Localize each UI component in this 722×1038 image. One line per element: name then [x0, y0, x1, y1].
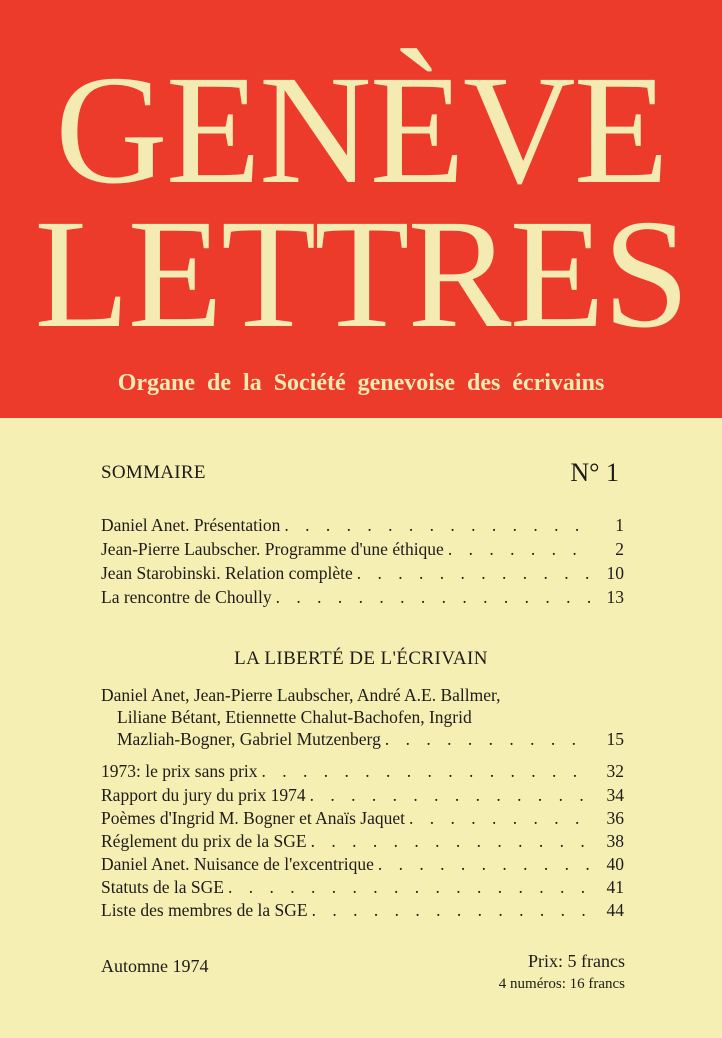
subtitle: Organe de la Société genevoise des écrivains: [117, 370, 605, 396]
toc-leader-dots: [310, 784, 590, 806]
toc-leader-dots: [378, 853, 590, 875]
toc-entry-text: Rapport du jury du prix 1974: [101, 785, 306, 805]
toc-entry-page: 13: [606, 587, 624, 607]
toc-entry: [101, 899, 624, 921]
toc-entry-text: Daniel Anet. Présentation: [101, 515, 281, 535]
toc-entry-page: 34: [606, 785, 624, 805]
toc-entry-text: Jean Starobinski. Relation complète: [101, 563, 353, 583]
toc-entry-text: Statuts de la SGE: [101, 877, 224, 897]
toc-entry: [101, 538, 624, 560]
toc-leader-dots: [448, 538, 590, 560]
authors-line-3: Mazliah-Bogner, Gabriel Mutzenberg: [117, 729, 381, 749]
toc-leader-dots: [262, 760, 590, 782]
toc-leader-dots: [311, 830, 590, 852]
section-title: LA LIBERTÉ DE L'ÉCRIVAIN: [234, 648, 488, 669]
price: Prix: 5 francs: [528, 951, 625, 971]
issue-number: N° 1: [570, 458, 619, 487]
toc-leader-dots: [276, 586, 590, 608]
toc-entry: [101, 807, 624, 829]
toc-entry-page: 15: [606, 729, 624, 749]
toc-entry-text: Daniel Anet. Nuisance de l'excentrique: [101, 854, 374, 874]
toc-entry: [117, 728, 624, 750]
toc-leader-dots: [357, 562, 590, 584]
toc-entry-page: 32: [606, 761, 624, 781]
toc-entry: [101, 853, 624, 875]
sommaire-heading: SOMMAIRE: [101, 462, 206, 483]
toc-entry-text: Jean-Pierre Laubscher. Programme d'une éthique: [101, 539, 444, 559]
toc-leader-dots: [385, 728, 590, 750]
toc-entry-text: Réglement du prix de la SGE: [101, 831, 307, 851]
toc-entry-text: La rencontre de Choully: [101, 587, 272, 607]
toc-entry-page: 38: [606, 831, 624, 851]
toc-entry-page: 2: [615, 539, 624, 559]
red-header-band: [0, 0, 722, 418]
toc-entry: [101, 830, 624, 852]
toc-entry: [101, 760, 624, 782]
toc-entry-page: 10: [606, 563, 624, 583]
toc-entry-text: Liste des membres de la SGE: [101, 900, 308, 920]
toc-leader-dots: [228, 876, 590, 898]
title-line-2: LETTRES: [34, 187, 688, 360]
toc-entry-page: 40: [606, 854, 624, 874]
toc-entry-text: Poèmes d'Ingrid M. Bogner et Anaïs Jaquet: [101, 808, 406, 828]
toc-entry: [101, 514, 624, 536]
toc-entry: [101, 586, 624, 608]
toc-leader-dots: [312, 899, 590, 921]
toc-leader-dots: [409, 807, 590, 829]
toc-entry-page: 41: [606, 877, 624, 897]
toc-entry: [101, 876, 624, 898]
subscription-price: 4 numéros: 16 francs: [498, 976, 625, 992]
toc-entry-page: 1: [615, 515, 624, 535]
issue-season: Automne 1974: [101, 956, 209, 976]
toc-entry-page: 44: [606, 900, 624, 920]
toc-leader-dots: [284, 514, 590, 536]
toc-entry: [101, 784, 624, 806]
toc-entry-page: 36: [606, 808, 624, 828]
authors-line-1: Daniel Anet, Jean-Pierre Laubscher, André A.E. Ballmer,: [101, 685, 501, 705]
title-line-1: GENÈVE: [55, 43, 667, 216]
authors-line-2: Liliane Bétant, Etiennette Chalut-Bachofen, Ingrid: [117, 707, 472, 727]
toc-entry-text: 1973: le prix sans prix: [101, 761, 258, 781]
toc-entry: [101, 562, 624, 584]
